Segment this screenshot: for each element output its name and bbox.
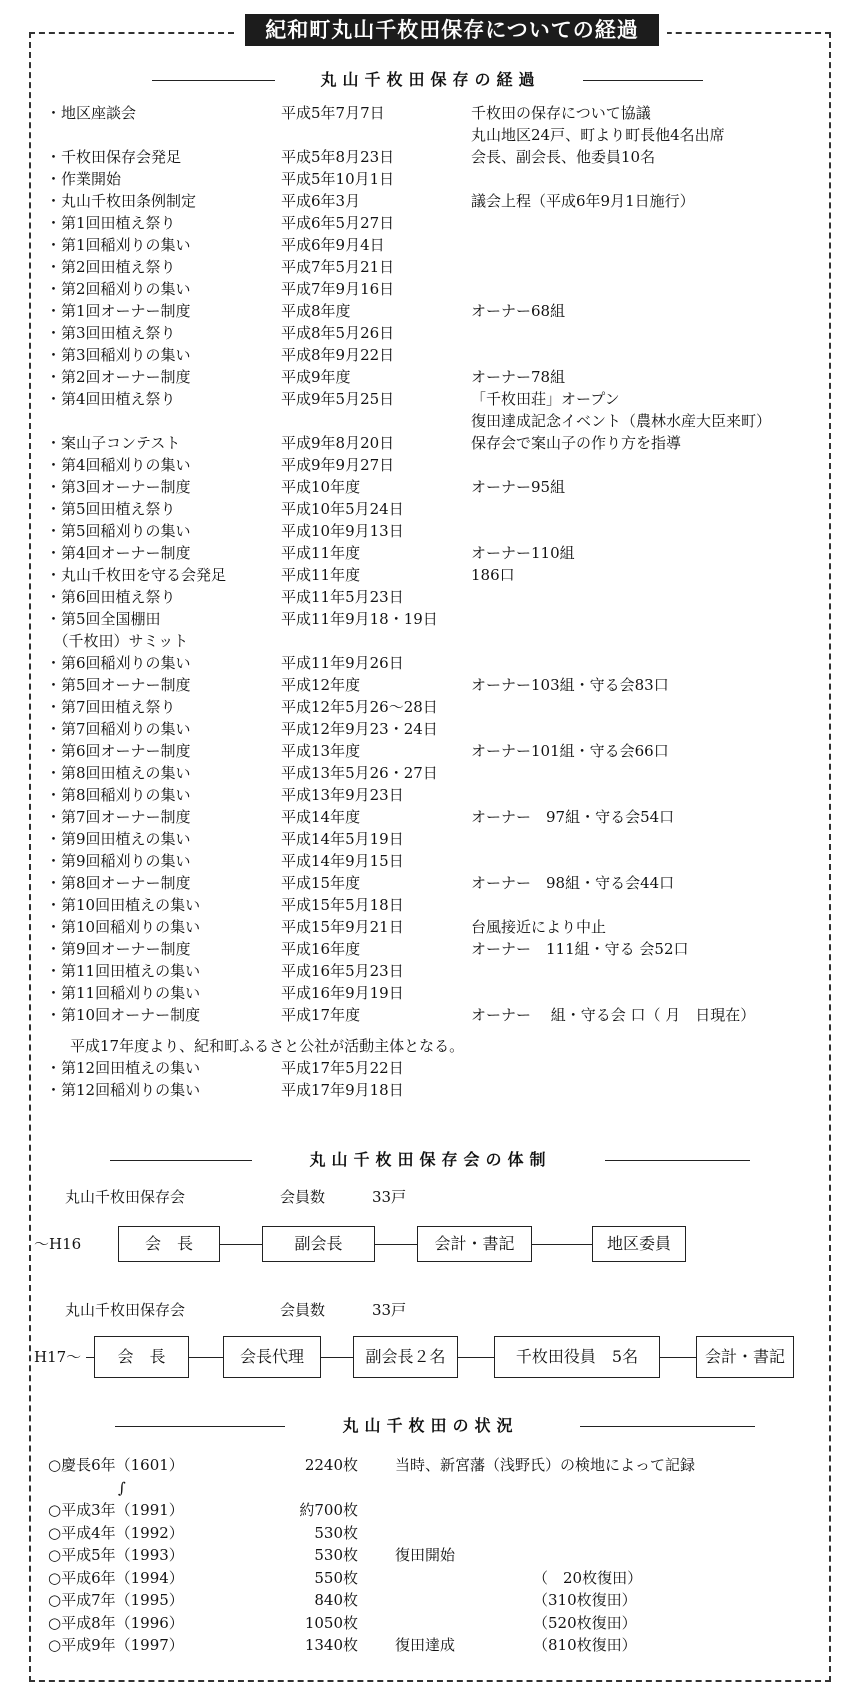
event-label: ・案山子コンテスト (46, 434, 181, 452)
org-box-district-committee: 地区委員 (592, 1226, 686, 1262)
event-date: 平成10年9月13日 (281, 522, 404, 540)
event-note: 丸山地区24戸、町より町長他4名出席 (471, 126, 725, 144)
status-count: 約700枚 (299, 1501, 358, 1519)
status-row (0, 1454, 861, 1476)
event-label: ・第10回田植えの集い (46, 896, 201, 914)
status-year: ○平成6年（1994） (48, 1568, 184, 1587)
history-row (46, 1004, 846, 1026)
history-row (46, 652, 846, 674)
event-label: ・第4回稲刈りの集い (46, 456, 191, 474)
event-label: ・第1回田植え祭り (46, 214, 176, 232)
history-row (46, 278, 846, 300)
status-year: ○平成3年（1991） (48, 1501, 184, 1519)
history-row (46, 762, 846, 784)
event-note: 「千枚田荘」オープン (471, 390, 620, 408)
event-label: ・第3回稲刈りの集い (46, 346, 191, 364)
event-date: 平成5年8月23日 (281, 148, 395, 166)
event-date: 平成13年5月26・27日 (281, 764, 438, 782)
event-date: 平成6年3月 (281, 192, 361, 210)
section-rule-right (580, 1426, 755, 1427)
status-count: 530枚 (314, 1523, 358, 1542)
org-box-accountant: 会計・書記 (696, 1336, 794, 1378)
members-label: 会員数 (280, 1188, 326, 1206)
status-restored: （810枚復田） (533, 1636, 637, 1654)
event-label: ・千枚田保存会発足 (46, 148, 182, 166)
event-label: （千枚田）サミット (46, 632, 189, 650)
event-note: 復田達成記念イベント（農林水産大臣来町） (471, 412, 772, 430)
connector (375, 1244, 417, 1245)
event-date: 平成17年度 (281, 1006, 361, 1024)
event-date: 平成14年度 (281, 808, 361, 826)
history-list-tail (46, 1057, 846, 1101)
event-date: 平成5年7月7日 (281, 104, 385, 122)
org-box-chairman: 会 長 (118, 1226, 220, 1262)
history-row (46, 476, 846, 498)
status-year: ○平成9年（1997） (48, 1636, 184, 1654)
event-date: 平成12年9月23・24日 (281, 720, 438, 738)
event-label: ・第9回オーナー制度 (46, 940, 191, 958)
history-row (46, 520, 846, 542)
event-date: 平成13年9月23日 (281, 786, 404, 804)
event-label: ・第5回全国棚田 (46, 610, 161, 628)
event-note: 保存会で案山子の作り方を指導 (471, 434, 682, 452)
history-row (46, 718, 846, 740)
history-row (46, 212, 846, 234)
status-count: 1050枚 (304, 1613, 358, 1632)
event-label: ・丸山千枚田条例制定 (46, 192, 197, 210)
event-label: ・作業開始 (46, 170, 122, 188)
history-row (46, 498, 846, 520)
event-label: ・第6回田植え祭り (46, 588, 176, 606)
status-restored: （310枚復田） (533, 1591, 637, 1609)
org-box-officers: 千枚田役員 5名 (494, 1336, 660, 1378)
history-row (46, 630, 846, 652)
connector (220, 1244, 262, 1245)
event-note: 議会上程（平成6年9月1日施行） (471, 192, 695, 210)
event-label: ・第1回稲刈りの集い (46, 236, 191, 254)
status-restored: （520枚復田） (533, 1613, 637, 1632)
event-date: 平成10年5月24日 (281, 500, 404, 518)
event-label: ・第8回田植えの集い (46, 764, 191, 782)
event-label: ・第9回田植えの集い (46, 830, 191, 848)
org-box-vice-chairmen: 副会長２名 (353, 1336, 458, 1378)
connector (532, 1244, 592, 1245)
status-remark: 当時、新宮藩（浅野氏）の検地によって記録 (395, 1456, 696, 1474)
history-row (46, 916, 846, 938)
history-row (46, 366, 846, 388)
event-note: 台風接近により中止 (471, 918, 607, 936)
status-row (0, 1612, 861, 1634)
history-row (46, 102, 846, 124)
history-row (46, 1057, 846, 1079)
history-row (46, 740, 846, 762)
status-count: 2240枚 (304, 1456, 358, 1474)
event-date: 平成12年5月26〜28日 (281, 698, 438, 716)
org-box-deputy-chairman: 会長代理 (223, 1336, 321, 1378)
event-label: ・第5回オーナー制度 (46, 676, 191, 694)
event-label: ・第1回オーナー制度 (46, 302, 191, 320)
section-header-organization (0, 1148, 861, 1172)
connector (189, 1357, 223, 1358)
period-label: 〜H16 (34, 1235, 82, 1253)
status-remark: 復田達成 (395, 1636, 456, 1654)
event-note: オーナー95組 (471, 478, 566, 496)
history-row (46, 432, 846, 454)
event-date: 平成15年度 (281, 874, 361, 892)
event-note: オーナー 97組・守る会54口 (471, 808, 675, 826)
section-rule-right (583, 80, 703, 81)
history-row (46, 938, 846, 960)
history-row (46, 674, 846, 696)
status-row (0, 1522, 861, 1544)
event-date: 平成16年度 (281, 940, 361, 958)
event-date: 平成8年9月22日 (281, 346, 395, 364)
history-list (46, 102, 846, 1026)
event-label: ・第10回稲刈りの集い (46, 918, 201, 936)
status-restored: （ 20枚復田） (533, 1568, 643, 1587)
history-row (46, 608, 846, 630)
event-date: 平成11年度 (281, 544, 361, 562)
event-note: オーナー78組 (471, 368, 566, 386)
section-header-status (0, 1414, 861, 1438)
history-row (46, 564, 846, 586)
history-note: 平成17年度より、紀和町ふるさと公社が活動主体となる。 (70, 1037, 465, 1055)
event-label: ・第2回オーナー制度 (46, 368, 191, 386)
section-rule-right (605, 1160, 750, 1161)
status-count: 1340枚 (304, 1636, 358, 1654)
history-row (46, 894, 846, 916)
status-count: 550枚 (314, 1568, 358, 1587)
event-label: ・第7回稲刈りの集い (46, 720, 191, 738)
history-row (46, 828, 846, 850)
history-row (46, 850, 846, 872)
event-note: オーナー68組 (471, 302, 566, 320)
event-note: オーナー103組・守る会83口 (471, 676, 669, 694)
event-date: 平成11年9月18・19日 (281, 610, 438, 628)
connector (660, 1357, 696, 1358)
history-row (46, 300, 846, 322)
history-row (46, 168, 846, 190)
connector (458, 1357, 494, 1358)
section-title: 丸山千枚田保存会の体制 (309, 1150, 552, 1169)
status-remark: 復田開始 (395, 1546, 456, 1564)
event-date: 平成13年度 (281, 742, 361, 760)
event-label: ・第5回稲刈りの集い (46, 522, 191, 540)
history-row (46, 872, 846, 894)
period-label: H17〜 (34, 1348, 82, 1366)
history-row (46, 806, 846, 828)
history-row (46, 696, 846, 718)
event-label: ・第5回田植え祭り (46, 500, 176, 518)
event-date: 平成7年9月16日 (281, 280, 395, 298)
history-row (46, 344, 846, 366)
event-date: 平成5年10月1日 (281, 170, 395, 188)
event-date: 平成8年度 (281, 302, 351, 320)
event-note: 千枚田の保存について協議 (471, 104, 651, 122)
event-date: 平成14年5月19日 (281, 830, 404, 848)
section-title: 丸山千枚田保存の経過 (320, 70, 541, 89)
event-note: 会長、副会長、他委員10名 (471, 148, 656, 166)
members-count: 33戸 (372, 1301, 407, 1319)
event-note: オーナー 111組・守る 会52口 (471, 940, 689, 958)
status-row (0, 1544, 861, 1566)
org-name: 丸山千枚田保存会 (65, 1301, 186, 1319)
history-row (46, 190, 846, 212)
status-year: ○平成8年（1996） (48, 1613, 184, 1632)
history-row (46, 388, 846, 410)
members-count: 33戸 (372, 1188, 407, 1206)
event-label: ・第11回田植えの集い (46, 962, 201, 980)
history-row (46, 586, 846, 608)
page-title: 紀和町丸山千枚田保存についての経過 (245, 14, 659, 46)
history-row (46, 124, 846, 146)
status-year: ○平成7年（1995） (48, 1591, 184, 1609)
history-row (46, 982, 846, 1004)
status-row (0, 1499, 861, 1521)
event-label: ・第3回オーナー制度 (46, 478, 191, 496)
org-box-accountant: 会計・書記 (417, 1226, 532, 1262)
event-label: ・第6回稲刈りの集い (46, 654, 191, 672)
event-label: ・第7回田植え祭り (46, 698, 176, 716)
event-label: ・第12回田植えの集い (46, 1059, 201, 1077)
event-note: オーナー 98組・守る会44口 (471, 874, 675, 892)
event-date: 平成15年5月18日 (281, 896, 404, 914)
title-banner (237, 10, 667, 50)
event-date: 平成11年9月26日 (281, 654, 404, 672)
event-label: ・第12回稲刈りの集い (46, 1081, 201, 1099)
history-row (46, 960, 846, 982)
event-date: 平成16年9月19日 (281, 984, 404, 1002)
event-date: 平成16年5月23日 (281, 962, 404, 980)
status-year: ○平成4年（1992） (48, 1523, 184, 1542)
event-date: 平成14年9月15日 (281, 852, 404, 870)
event-date: 平成6年5月27日 (281, 214, 395, 232)
org-name: 丸山千枚田保存会 (65, 1188, 186, 1206)
event-label: ・第3回田植え祭り (46, 324, 176, 342)
status-year: ∫ (118, 1478, 126, 1497)
history-row (46, 234, 846, 256)
status-year: ○平成5年（1993） (48, 1546, 184, 1564)
history-row (46, 410, 846, 432)
section-title: 丸山千枚田の状況 (342, 1416, 519, 1435)
event-note: オーナー110組 (471, 544, 575, 562)
event-label: ・第11回稲刈りの集い (46, 984, 201, 1002)
event-label: ・第9回稲刈りの集い (46, 852, 191, 870)
status-year: ○慶長6年（1601） (48, 1456, 184, 1474)
event-label: ・第2回田植え祭り (46, 258, 176, 276)
members-label: 会員数 (280, 1301, 326, 1319)
event-note: オーナー101組・守る会66口 (471, 742, 669, 760)
event-label: ・第10回オーナー制度 (46, 1006, 201, 1024)
event-label: ・第4回田植え祭り (46, 390, 176, 408)
event-date: 平成11年5月23日 (281, 588, 404, 606)
event-label: ・丸山千枚田を守る会発足 (46, 566, 227, 584)
history-row (46, 256, 846, 278)
connector (86, 1357, 94, 1358)
event-date: 平成17年9月18日 (281, 1081, 404, 1099)
connector (321, 1357, 353, 1358)
event-date: 平成9年8月20日 (281, 434, 395, 452)
history-row (46, 784, 846, 806)
event-label: ・地区座談会 (46, 104, 137, 122)
org-box-chairman: 会 長 (94, 1336, 189, 1378)
event-date: 平成8年5月26日 (281, 324, 395, 342)
event-date: 平成10年度 (281, 478, 361, 496)
status-row (0, 1589, 861, 1611)
event-date: 平成7年5月21日 (281, 258, 395, 276)
event-label: ・第8回稲刈りの集い (46, 786, 191, 804)
event-date: 平成9年度 (281, 368, 351, 386)
event-label: ・第4回オーナー制度 (46, 544, 191, 562)
event-label: ・第8回オーナー制度 (46, 874, 191, 892)
event-date: 平成15年9月21日 (281, 918, 404, 936)
history-row (46, 454, 846, 476)
history-row (46, 322, 846, 344)
event-date: 平成6年9月4日 (281, 236, 385, 254)
section-header-history (0, 68, 861, 92)
org-box-vice-chairman: 副会長 (262, 1226, 375, 1262)
history-row (46, 542, 846, 564)
event-date: 平成11年度 (281, 566, 361, 584)
history-row (46, 1079, 846, 1101)
event-date: 平成17年5月22日 (281, 1059, 404, 1077)
event-date: 平成9年9月27日 (281, 456, 395, 474)
history-row (46, 146, 846, 168)
status-count: 840枚 (314, 1591, 358, 1609)
event-note: オーナー 組・守る会 口（ 月 日現在） (471, 1006, 756, 1024)
status-row (0, 1477, 861, 1499)
status-row (0, 1634, 861, 1656)
event-label: ・第2回稲刈りの集い (46, 280, 191, 298)
status-count: 530枚 (314, 1546, 358, 1564)
event-note: 186口 (471, 566, 515, 584)
status-row (0, 1567, 861, 1589)
event-label: ・第6回オーナー制度 (46, 742, 191, 760)
event-date: 平成12年度 (281, 676, 361, 694)
event-label: ・第7回オーナー制度 (46, 808, 191, 826)
event-date: 平成9年5月25日 (281, 390, 395, 408)
